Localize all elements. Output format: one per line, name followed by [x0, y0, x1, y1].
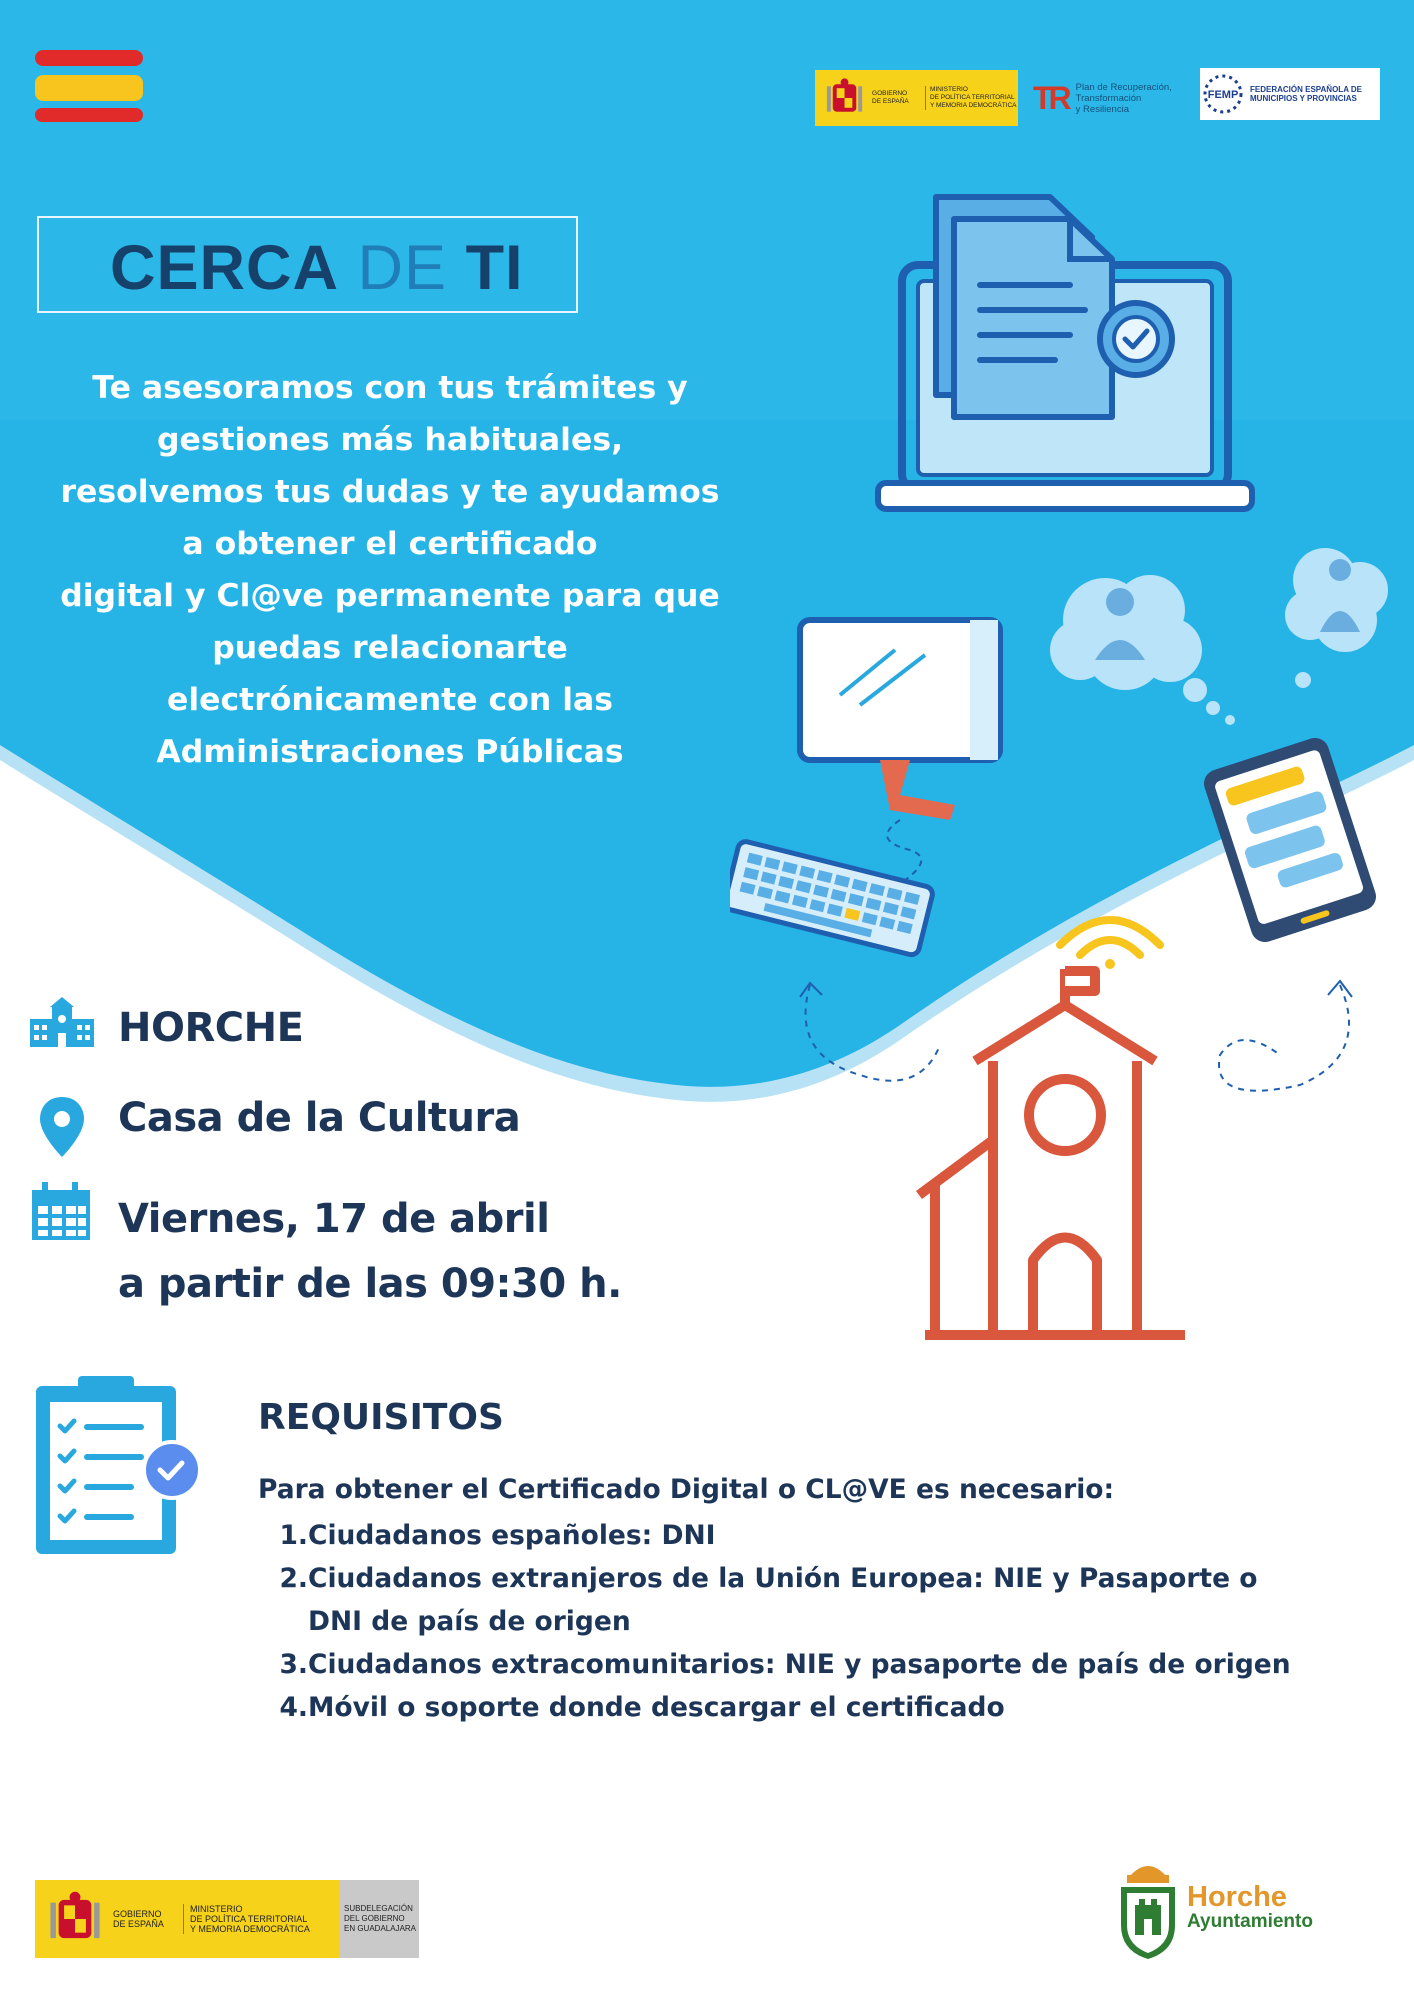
foot-sub3: EN GUADALAJARA [344, 1924, 417, 1933]
ministry-line2: DE POLÍTICA TERRITORIAL [929, 94, 1015, 101]
clipboard-checklist-icon [30, 1372, 205, 1560]
laptop-document-illustration [870, 185, 1260, 525]
foot-ministry3: Y MEMORIA DEMOCRÁTICA [190, 1924, 310, 1934]
femp-logo [1200, 68, 1380, 120]
wifi-signal-icon [1050, 900, 1170, 970]
femp-line1: FEDERACIÓN ESPAÑOLA DE [1250, 85, 1363, 94]
requirements-list [272, 1514, 1292, 1729]
requirements-title: REQUISITOS [258, 1397, 504, 1438]
prtr-line3: y Resiliencia [1075, 103, 1129, 115]
title-part-cerca: CERCA [110, 233, 340, 303]
femp-mark: FEMP [1207, 89, 1239, 101]
town-name: HORCHE [118, 1005, 304, 1051]
intro-line: electrónicamente con las [166, 682, 614, 718]
list-item [272, 1557, 1292, 1643]
title-part-ti: TI [465, 233, 524, 303]
title-part-de: DE [357, 233, 448, 303]
foot-sub1: SUBDELEGACIÓN [344, 1904, 413, 1913]
school-building-icon [28, 995, 96, 1051]
intro-line: a obtener el certificado [182, 526, 598, 562]
monitor-keyboard-illustration [730, 610, 1010, 970]
item-number: 3. [279, 1649, 308, 1680]
list-item [272, 1514, 1292, 1557]
intro-line: resolvemos tus dudas y te ayudamos [60, 474, 720, 510]
tablet-chat-illustration [1185, 730, 1395, 950]
foot-ministry2: DE POLÍTICA TERRITORIAL [190, 1914, 308, 1924]
item-text: Móvil o soporte donde descargar el certificado [308, 1692, 1005, 1723]
horche-subtitle: Ayuntamiento [1187, 1911, 1313, 1932]
item-text: Ciudadanos extranjeros de la Unión Europea: NIE y Pasaporte o [308, 1563, 1258, 1594]
intro-paragraph [50, 362, 730, 778]
prtr-line2: Transformación [1075, 92, 1142, 104]
town-row [28, 995, 303, 1051]
gob-line2: DE ESPAÑA [872, 98, 909, 105]
event-date: Viernes, 17 de abril [118, 1196, 550, 1242]
gobierno-espana-logo [815, 70, 1018, 126]
list-item [272, 1643, 1292, 1686]
horche-shield-icon [1115, 1855, 1181, 1961]
footer-gobierno-logo [35, 1880, 419, 1958]
date-row [28, 1180, 622, 1314]
prtr-line1: Plan de Recuperación, [1075, 81, 1172, 93]
intro-line: Administraciones Públicas [156, 734, 624, 770]
ministry-line1: MINISTERIO [929, 86, 968, 93]
coat-of-arms-icon [823, 76, 866, 120]
intro-line: gestiones más habituales, [156, 422, 624, 458]
horche-name: Horche [1187, 1881, 1287, 1913]
foot-gob-line2: DE ESPAÑA [113, 1919, 164, 1929]
gob-line1: GOBIERNO [872, 90, 908, 97]
prtr-mark: TR [1033, 79, 1068, 116]
foot-sub2: DEL GOBIERNO [344, 1914, 405, 1923]
item-text: DNI de país de origen [308, 1606, 631, 1637]
horche-ayuntamiento-logo [1115, 1855, 1313, 1961]
item-number: 1. [279, 1520, 308, 1551]
ministry-line3: Y MEMORIA DEMOCRÁTICA [929, 102, 1017, 109]
coat-of-arms-icon [45, 1889, 105, 1949]
item-text: Ciudadanos españoles: DNI [308, 1520, 716, 1551]
item-text: Ciudadanos extracomunitarios: NIE y pasaporte de país de origen [308, 1649, 1291, 1680]
femp-stars-icon [1200, 71, 1246, 117]
femp-line2: MUNICIPIOS Y PROVINCIAS [1250, 94, 1357, 103]
intro-line: Te asesoramos con tus trámites y [92, 370, 688, 406]
location-pin-icon [28, 1095, 96, 1161]
foot-ministry1: MINISTERIO [190, 1904, 243, 1914]
prtr-logo [1033, 72, 1183, 124]
list-item [272, 1686, 1292, 1729]
intro-line: digital y Cl@ve permanente para que [60, 578, 720, 614]
page-title [110, 232, 524, 304]
item-number: 4. [279, 1692, 308, 1723]
venue-row [28, 1095, 520, 1161]
venue-name: Casa de la Cultura [118, 1095, 521, 1141]
requirements-intro: Para obtener el Certificado Digital o CL@VE es necesario: [258, 1474, 1115, 1505]
calendar-icon [28, 1180, 96, 1244]
intro-line: puedas relacionarte [212, 630, 568, 666]
event-time: a partir de las 09:30 h. [118, 1261, 622, 1307]
chat-bubbles-illustration [1045, 540, 1405, 740]
town-hall-building-icon [915, 965, 1195, 1345]
foot-gob-line1: GOBIERNO [113, 1909, 162, 1919]
item-number: 2. [279, 1563, 308, 1594]
